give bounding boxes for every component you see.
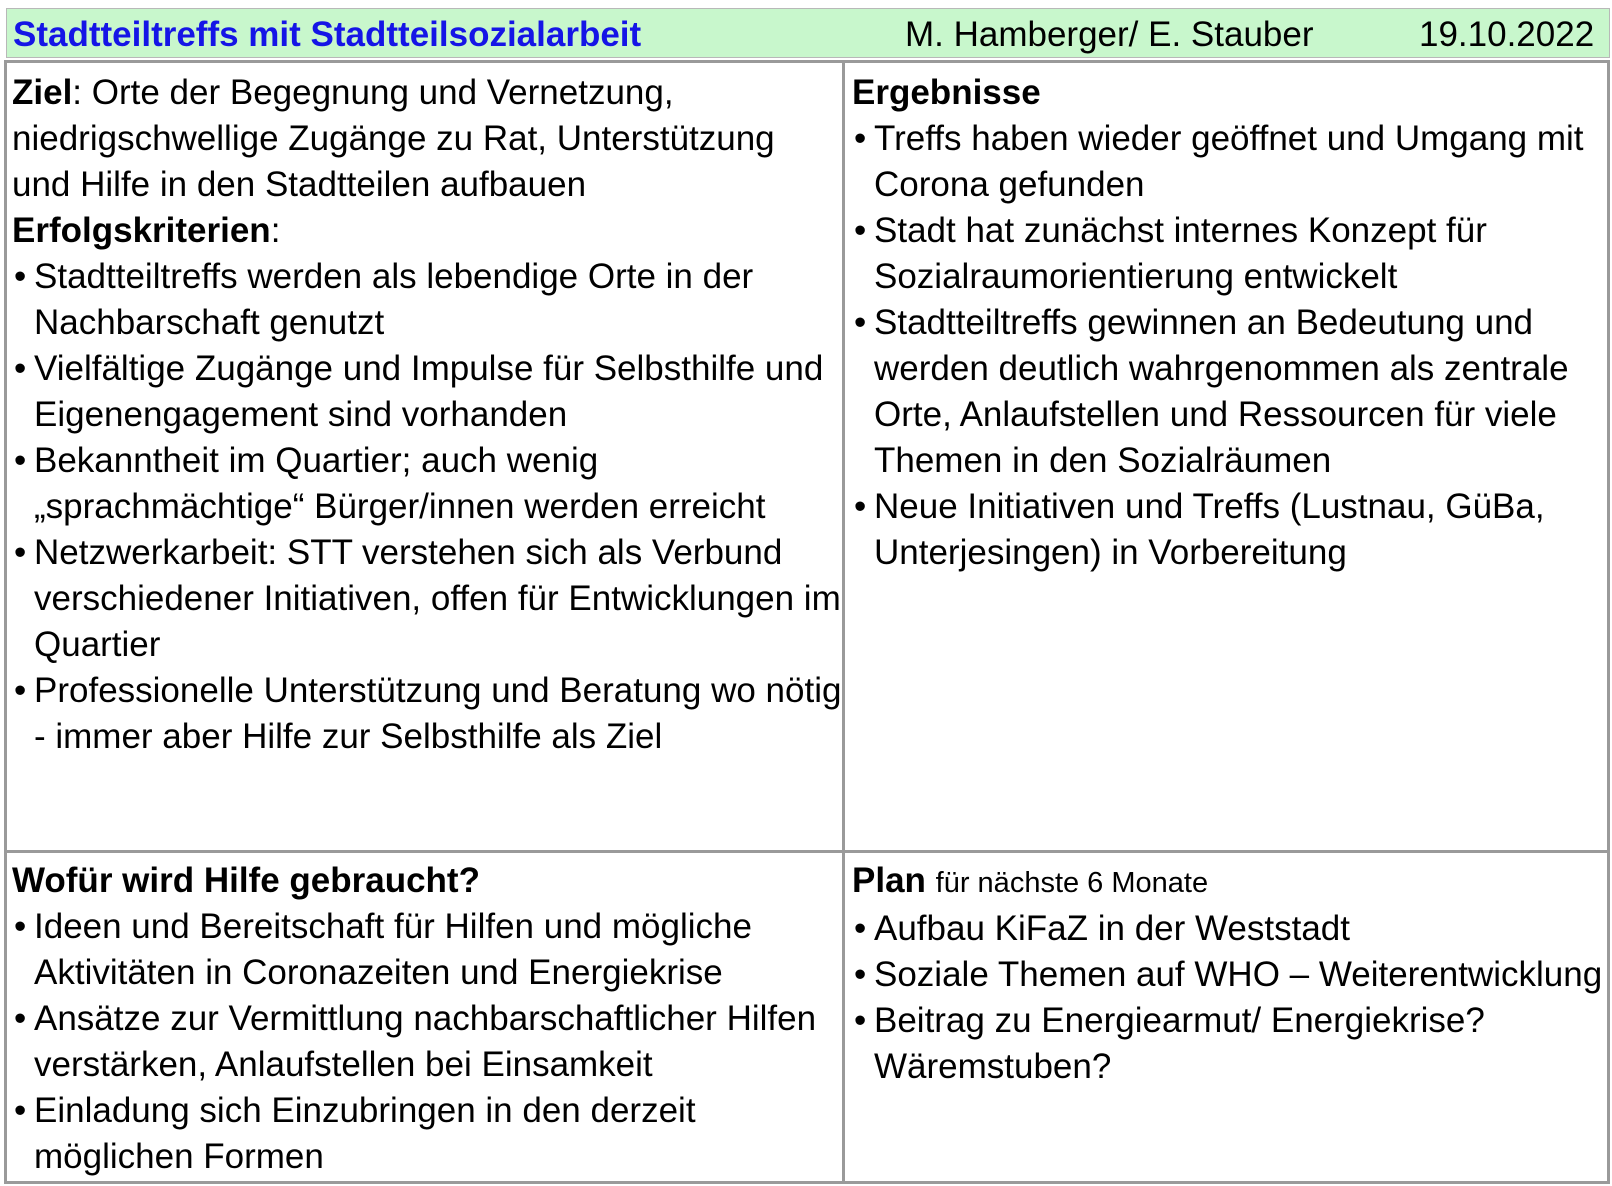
- results-cell: [852, 70, 1608, 576]
- results-item: • Treffs haben wieder geöffnet und Umgang mit Corona gefunden: [852, 116, 1608, 208]
- date: 19.10.2022: [1419, 15, 1595, 54]
- results-item: • Stadtteiltreffs gewinnen an Bedeutung und werden deutlich wahrgenommen als zentrale Orte, Anlaufstellen und Ressourcen für viele Themen in den Sozialräumen: [852, 300, 1608, 484]
- plan-subheading: für nächste 6 Monate: [935, 867, 1209, 899]
- criteria-label: Erfolgskriterien: [12, 211, 271, 250]
- goal-paragraph: [12, 70, 842, 208]
- plan-list: [852, 906, 1608, 1090]
- plan-item: • Soziale Themen auf WHO – Weiterentwicklung: [852, 952, 1608, 998]
- column-divider: [842, 60, 845, 1184]
- help-item: • Ideen und Bereitschaft für Hilfen und mögliche Aktivitäten in Coronazeiten und Energiekrise: [12, 904, 842, 996]
- plan-heading: Plan: [852, 861, 926, 900]
- plan-heading-row: [852, 858, 1608, 906]
- criteria-item: • Stadtteiltreffs werden als lebendige Orte in der Nachbarschaft genutzt: [12, 254, 842, 346]
- criteria-item: • Netzwerkarbeit: STT verstehen sich als Verbund verschiedener Initiativen, offen für Entwicklungen im Quartier: [12, 530, 842, 668]
- help-list: [12, 904, 842, 1180]
- criteria-list: [12, 254, 842, 760]
- plan-item: • Beitrag zu Energiearmut/ Energiekrise? Wäremstuben?: [852, 998, 1608, 1090]
- goal-text: : Orte der Begegnung und Vernetzung, niedrigschwellige Zugänge zu Rat, Unterstützung und Hilfe in den Stadtteilen aufbauen: [12, 73, 775, 204]
- results-list: [852, 116, 1608, 576]
- criteria-colon: :: [270, 211, 281, 250]
- help-heading: Wofür wird Hilfe gebraucht?: [12, 861, 480, 900]
- criteria-item: • Bekanntheit im Quartier; auch wenig „sprachmächtige“ Bürger/innen werden erreicht: [12, 438, 842, 530]
- help-item: • Ansätze zur Vermittlung nachbarschaftlicher Hilfen verstärken, Anlaufstellen bei Einsamkeit: [12, 996, 842, 1088]
- help-cell: [12, 858, 842, 1180]
- document-title: Stadtteiltreffs mit Stadtteilsozialarbeit: [13, 15, 642, 54]
- results-heading: Ergebnisse: [852, 73, 1041, 112]
- plan-item: • Aufbau KiFaZ in der Weststadt: [852, 906, 1608, 952]
- results-item: • Neue Initiativen und Treffs (Lustnau, GüBa, Unterjesingen) in Vorbereitung: [852, 484, 1608, 576]
- row-divider: [4, 850, 1610, 853]
- plan-cell: [852, 858, 1608, 1090]
- criteria-item: • Professionelle Unterstützung und Beratung wo nötig - immer aber Hilfe zur Selbsthilfe als Ziel: [12, 668, 842, 760]
- goal-label: Ziel: [12, 73, 73, 112]
- criteria-item: • Vielfältige Zugänge und Impulse für Selbsthilfe und Eigenengagement sind vorhanden: [12, 346, 842, 438]
- header-bar: [6, 8, 1610, 58]
- authors: M. Hamberger/ E. Stauber: [905, 15, 1314, 54]
- criteria-heading: [12, 208, 842, 254]
- results-item: • Stadt hat zunächst internes Konzept für Sozialraumorientierung entwickelt: [852, 208, 1608, 300]
- goals-cell: [12, 70, 842, 760]
- help-item: • Einladung sich Einzubringen in den derzeit möglichen Formen: [12, 1088, 842, 1180]
